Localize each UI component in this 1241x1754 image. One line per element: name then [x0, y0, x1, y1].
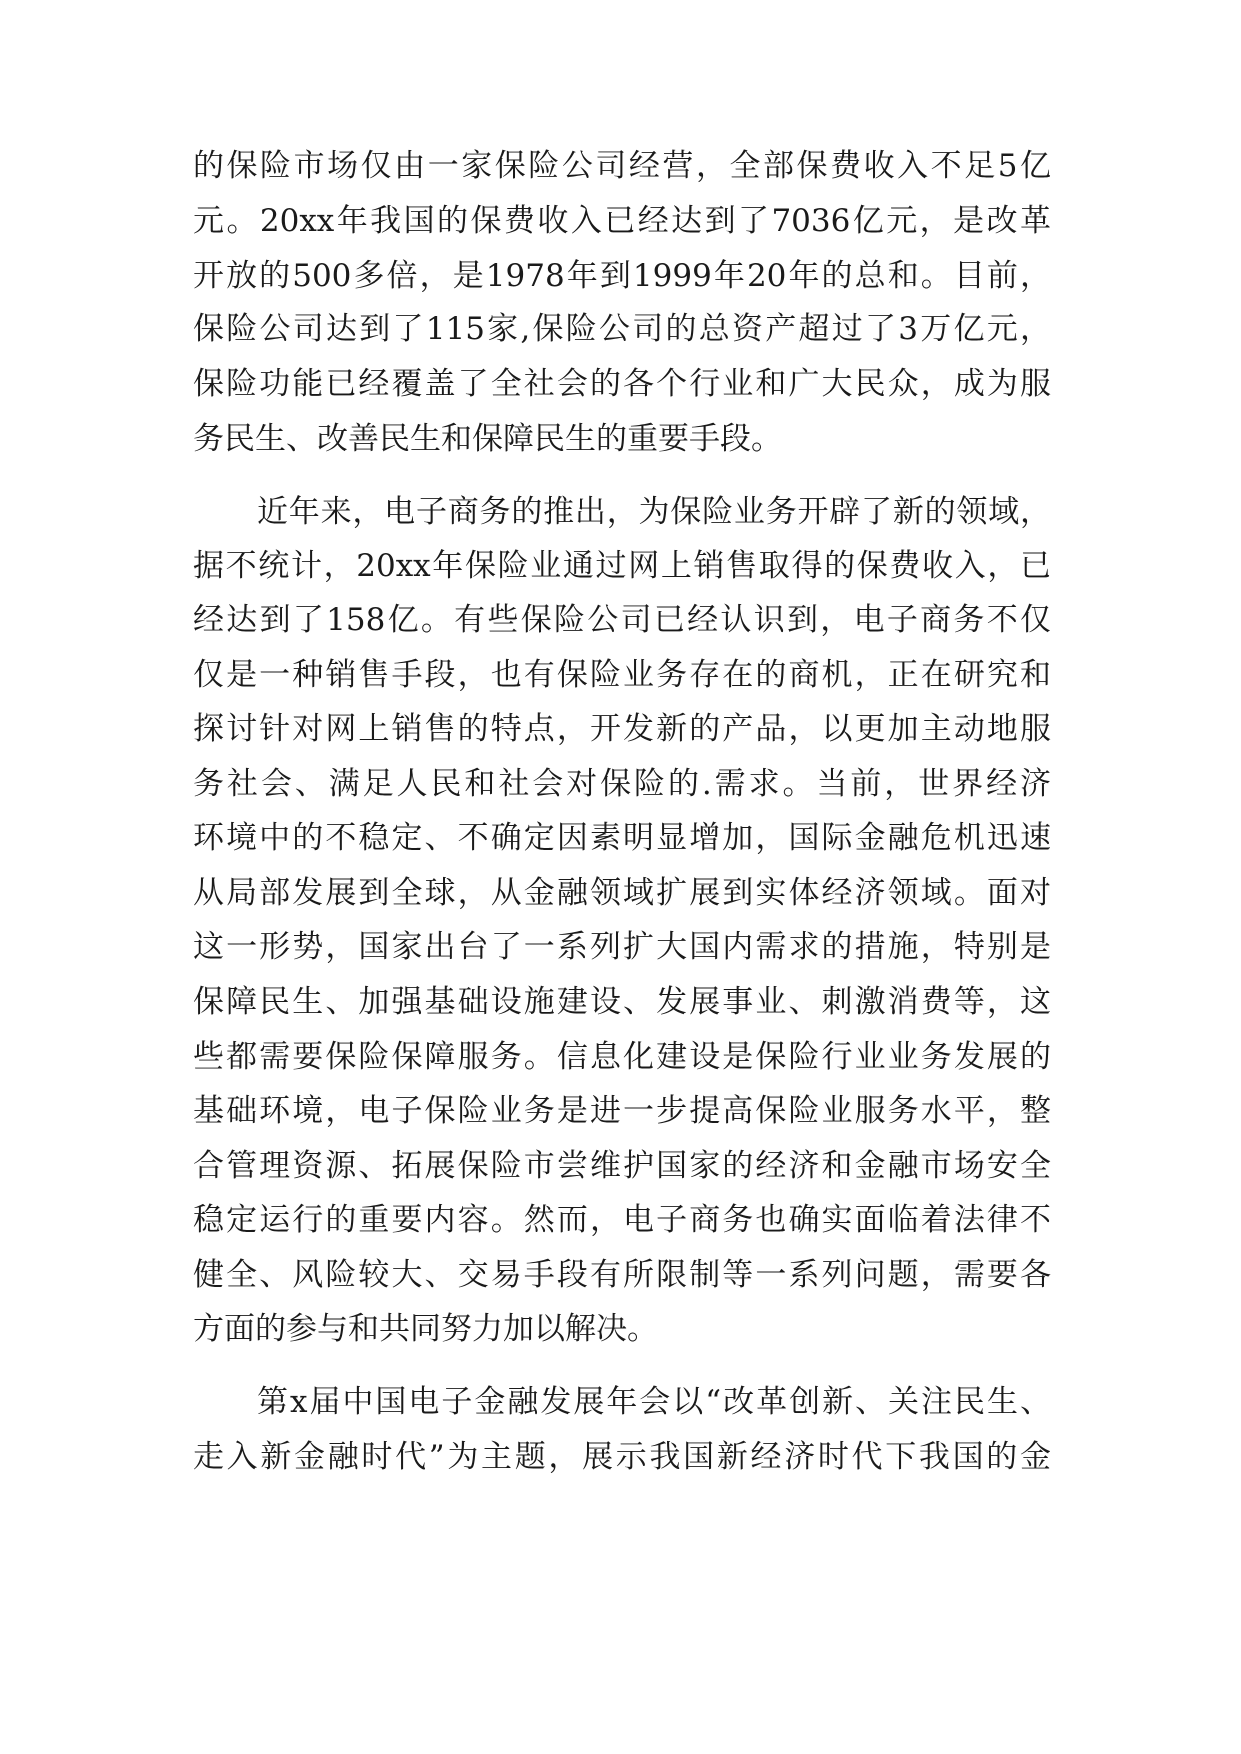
text-line: 稳定运行的重要内容。然而，电子商务也确实面临着法律不 [193, 1202, 1051, 1238]
text-line: 据不统计，20xx年保险业通过网上销售取得的保费收入，已 [193, 548, 1051, 584]
text-line: 健全、风险较大、交易手段有所限制等一系列问题，需要各 [193, 1257, 1051, 1293]
text-line: 仅是一种销售手段，也有保险业务存在的商机，正在研究和 [193, 657, 1051, 693]
text-line: 保险功能已经覆盖了全社会的各个行业和广大民众，成为服 [193, 366, 1051, 402]
text-line: 基础环境，电子保险业务是进一步提高保险业服务水平，整 [193, 1093, 1051, 1129]
text-line: 走入新金融时代”为主题，展示我国新经济时代下我国的金 [193, 1439, 1051, 1475]
text-line: 保险公司达到了115家,保险公司的总资产超过了3万亿元， [193, 311, 1051, 347]
text-line: 的保险市场仅由一家保险公司经营，全部保费收入不足5亿 [193, 148, 1051, 184]
paragraph-first-line: 近年来，电子商务的推出，为保险业务开辟了新的领域， [257, 494, 1051, 530]
text-line: 这一形势，国家出台了一系列扩大国内需求的措施，特别是 [193, 929, 1051, 965]
text-line: 务民生、改善民生和保障民生的重要手段。 [193, 421, 782, 457]
text-line: 元。20xx年我国的保费收入已经达到了7036亿元，是改革 [193, 203, 1051, 239]
text-line: 从局部发展到全球，从金融领域扩展到实体经济领域。面对 [193, 875, 1051, 911]
text-line: 务社会、满足人民和社会对保险的.需求。当前，世界经济 [193, 766, 1051, 802]
text-line: 经达到了158亿。有些保险公司已经认识到，电子商务不仅 [193, 602, 1051, 638]
text-line: 环境中的不稳定、不确定因素明显增加，国际金融危机迅速 [193, 820, 1051, 856]
text-line: 保障民生、加强基础设施建设、发展事业、刺激消费等，这 [193, 984, 1051, 1020]
paragraph-first-line: 第x届中国电子金融发展年会以“改革创新、关注民生、 [257, 1384, 1051, 1420]
text-line: 开放的500多倍，是1978年到1999年20年的总和。目前， [193, 258, 1051, 294]
text-line: 探讨针对网上销售的特点，开发新的产品，以更加主动地服 [193, 711, 1051, 747]
text-line: 方面的参与和共同努力加以解决。 [193, 1311, 658, 1347]
text-line: 些都需要保险保障服务。信息化建设是保险行业业务发展的 [193, 1039, 1051, 1075]
text-line: 合管理资源、拓展保险市尝维护国家的经济和金融市场安全 [193, 1148, 1051, 1184]
